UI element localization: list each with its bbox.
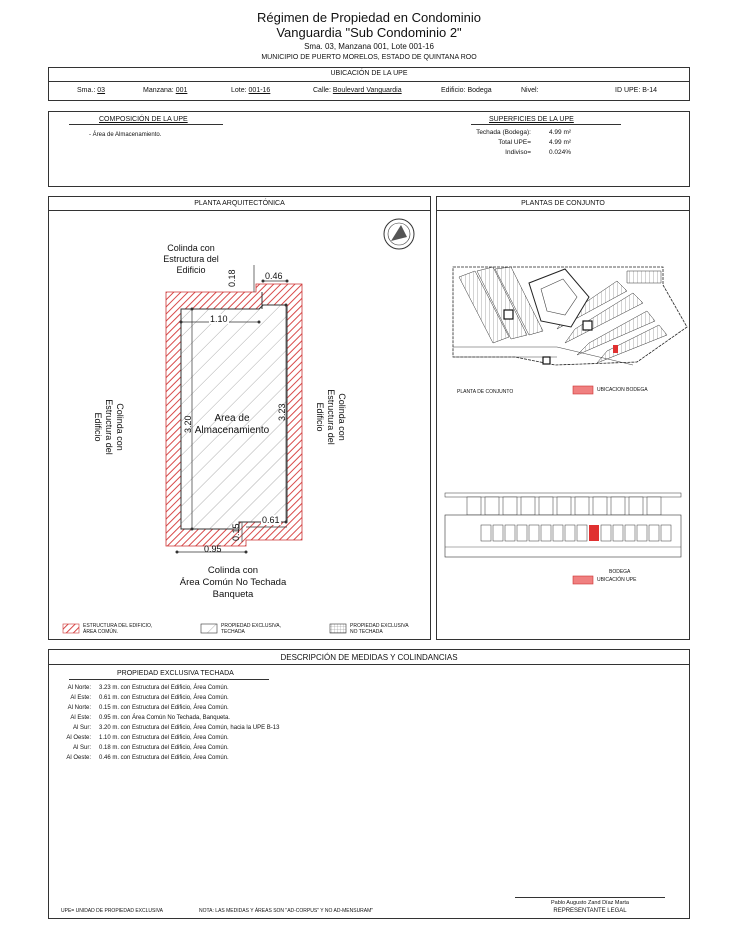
planta-heading: PLANTA ARQUITECTÓNICA [194,200,285,207]
descripcion-panel [48,649,690,919]
dim-015: 0.15 [231,523,241,541]
plantas-conjunto-panel [436,196,690,640]
caption-planta-conjunto: PLANTA DE CONJUNTO [457,389,514,395]
nivel-label: Nivel: [521,87,539,94]
descripcion-heading: DESCRIPCIÓN DE MEDIDAS Y COLINDANCIAS [280,653,458,662]
colinda-bottom-line2: Área Común No Techada [179,577,287,588]
signer-role: REPRESENTANTE LEGAL [553,908,627,914]
edificio-label: Edificio: [441,87,466,94]
colinda-top-line1: Colinda con [167,243,215,253]
legend-structure-line2: ÁREA COMÚN. [83,629,119,635]
list-item: Al Este: 0.61 m. con Estructura del Edificio, Área Común. [70,695,229,701]
list-item: Al Norte: 0.15 m. con Estructura del Edificio, Área Común. [67,705,229,711]
techada-label: Techada (Bodega): [476,129,531,136]
list-item: Al Sur: 0.18 m. con Estructura del Edificio, Área Común. [72,745,229,751]
planta-arquitectonica-panel [48,196,431,640]
colinda-right-line3: Edificio [315,402,325,432]
legend-no-techada-line2: NO TECHADA [350,629,383,635]
idupe-value: B-14 [642,87,658,94]
document-subtitle-name: Vanguardia "Sub Condominio 2" [276,25,462,40]
list-item: Al Oeste: 1.10 m. con Estructura del Edificio, Área Común. [66,735,229,741]
area-label-line1: Area de [214,413,250,424]
ubicacion-heading: UBICACIÓN DE LA UPE [330,70,408,77]
manzana-label: Manzana: [143,87,174,94]
composicion-panel [48,111,690,187]
colinda-top-line3: Edificio [176,265,206,275]
legend-structure-line1: ESTRUCTURA DEL EDIFICIO, [83,623,153,629]
techada-value: 4.99 m² [549,129,572,136]
dim-018: 0.18 [227,269,237,287]
calle-value: Boulevard Vanguardia [332,87,402,94]
colinda-right-line1: Colinda con [337,393,347,441]
dim-095: 0.95 [204,544,222,554]
list-item: Al Oeste: 0.46 m. con Estructura del Edificio, Área Común. [66,755,229,761]
indiviso-label: Indiviso= [505,149,531,156]
location-line: Sma. 03, Manzana 001, Lote 001-16 [304,42,434,51]
dim-061: 0.61 [262,515,280,525]
signer-name: Pablo Augusto Zand Díaz Marta [551,900,629,906]
colinda-left-line3: Edificio [93,412,103,442]
descripcion-subheading: PROPIEDAD EXCLUSIVA TECHADA [117,670,234,677]
legend-upe-label: UBICACIÓN UPE [597,577,637,583]
legend-techada-line1: PROPIEDAD EXCLUSIVA, [221,623,281,629]
list-item: Al Norte: 3.23 m. con Estructura del Edificio, Área Común. [67,685,229,691]
footer-note-upe: UPE= UNIDAD DE PROPIEDAD EXCLUSIVA [61,908,164,914]
document-title: Régimen de Propiedad en Condominio [256,10,482,25]
conjunto-heading: PLANTAS DE CONJUNTO [521,200,605,207]
list-item: Al Este: 0.95 m. con Área Común No Techada, Banqueta. [70,715,230,721]
dim-323: 3.23 [277,403,287,421]
sma-label: Sma.: [77,87,96,94]
lote-label: Lote: [231,87,247,94]
list-item: Al Sur: 3.20 m. con Estructura del Edificio, Área Común, hacia la UPE B-13 [72,725,280,731]
total-label: Total UPE= [498,139,531,146]
site-plan-drawing [437,197,689,639]
municipio-line: MUNICIPIO DE PUERTO MORELOS, ESTADO DE QUINTANA ROO [261,54,477,61]
edificio-value: Bodega [467,87,492,94]
colinda-bottom-line1: Colinda con [207,565,259,576]
bodega-location-marker [589,525,599,541]
lote-value: 001-16 [248,87,271,94]
colinda-right-line2: Estructura del [326,389,336,445]
legend-bodega-swatch [573,386,593,394]
colinda-left-line2: Estructura del [104,399,114,455]
colinda-left-line1: Colinda con [115,403,125,451]
total-value: 4.99 m² [549,139,572,146]
dim-110: 1.10 [210,314,228,324]
dim-046: 0.46 [265,271,283,281]
sma-value: 03 [97,87,106,94]
composicion-heading: COMPOSICIÓN DE LA UPE [99,116,188,123]
ubicacion-panel [48,67,690,101]
legend-techada-line2: TECHADA [221,629,245,635]
legend-swatch-no-techada [330,624,346,633]
colinda-bottom-line3: Banqueta [212,589,254,600]
legend-swatch-structure [63,624,79,633]
idupe-label: ID UPE: [615,87,641,94]
footer-note-medidas: NOTA: LAS MEDIDAS Y ÁREAS SON "AD-CORPUS" Y NO AD-MENSURAM" [199,908,374,914]
legend-no-techada-line1: PROPIEDAD EXCLUSIVA [350,623,409,629]
composicion-item: - Área de Almacenamiento. [89,132,162,138]
legend-swatch-techada [201,624,217,633]
indiviso-value: 0.024% [549,149,572,156]
colinda-top-line2: Estructura del [163,254,219,264]
area-label-line2: Almacenamiento [194,425,270,436]
north-arrow-icon [384,219,414,249]
manzana-value: 001 [175,87,188,94]
calle-label: Calle: [313,87,331,94]
dim-320: 3.20 [183,415,193,433]
legend-upe-swatch [573,576,593,584]
superficies-heading: SUPERFICIES DE LA UPE [489,116,574,123]
caption-bodega: BODEGA [609,569,631,575]
site-location-marker [613,345,618,353]
legend-bodega-label: UBICACION BODEGA [597,387,648,393]
